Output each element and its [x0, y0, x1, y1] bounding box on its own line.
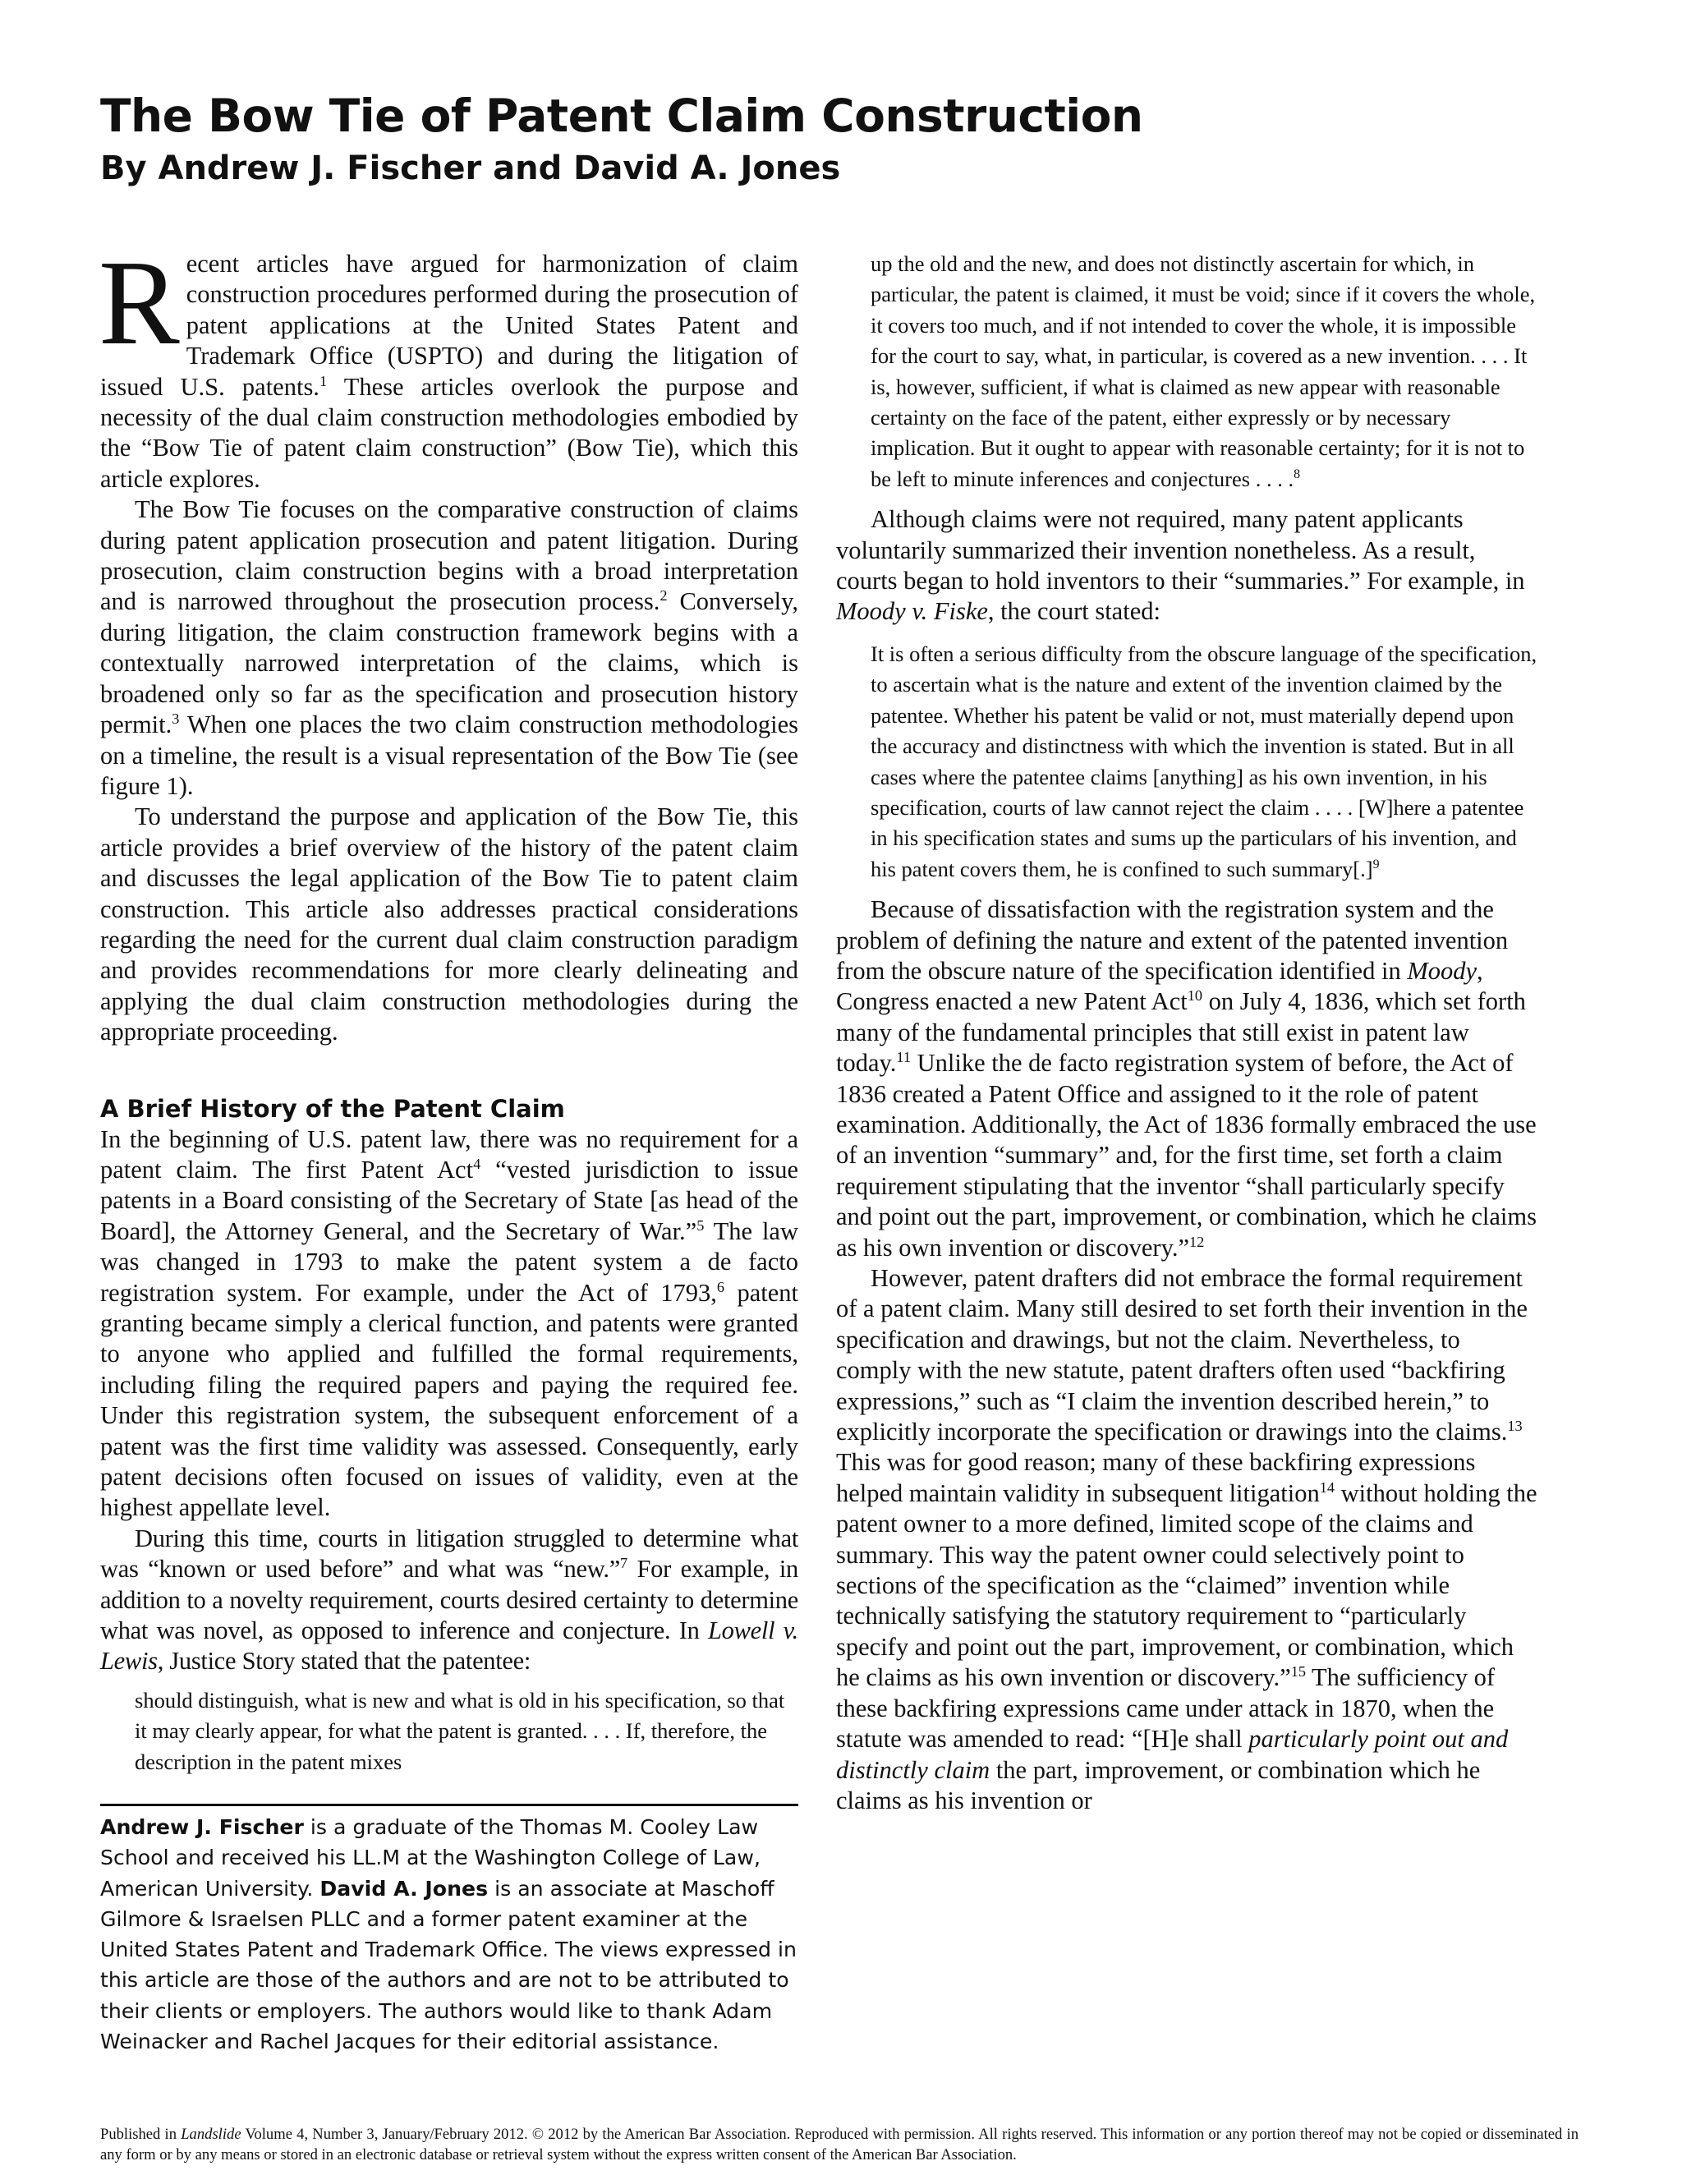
- footnote-ref: 10: [1187, 987, 1202, 1005]
- footnote-ref: 12: [1189, 1233, 1205, 1250]
- author-name: David A. Jones: [319, 1876, 489, 1901]
- emphasis-text: particularly point out and distinctly claim: [836, 1725, 1509, 1784]
- drop-cap: R: [99, 236, 180, 370]
- body-paragraph: Because of dissatisfaction with the registration system and the problem of defining the nature and extent of the patented invention from the obscure nature of the specification identified in Moody, Congress enacted a new Patent Act$^{10}$ on July 4, 1836, which set forth many of the fundamental principles that still exist in patent law today.$^{11}$ Unlike the de facto registration system of before, the Act of 1836 created a Patent Office and assigned to it the role of patent examination. Additionally, the Act of 1836 formally embraced the use of an invention “summary” and, for the first time, set forth a claim requirement stipulating that the inventor “shall particularly specify and point out the part, improvement, or combination, which he claims as his own invention or discovery.”$^{12}$: [836, 895, 1537, 1262]
- body-paragraph: In the beginning of U.S. patent law, there was no requirement for a patent claim. The first Patent Act$^4$ “vested jurisdiction to issue patents in a Board consisting of the Secretary of State [as head of the Board], the Attorney General, and the Secretary of War.”$^5$ The law was changed in 1793 to make the patent system a de facto registration system. For example, under the Act of 1793,$^6$ patent granting became simply a clerical function, and patents were granted to anyone who applied and fulfilled the formal requirements, including filing the required papers and paying the required fee. Under this registration system, the subsequent enforcement of a patent was the first time validity was assessed. Consequently, early patent decisions often focused on issues of validity, even at the highest appellate level.: [100, 1124, 798, 1522]
- case-name: Moody: [1407, 956, 1477, 985]
- block-quote: It is often a serious difficulty from the obscure language of the specification, to ascertain what is the nature and extent of the invention claimed by the patentee. Whether his patent be valid or not, must materially depend upon the accuracy and distinctness with which the invention is stated. But in all cases where the patentee claims [anything] as his own invention, in his specification, courts of law cannot reject the claim . . . . [W]here a patentee in his specification states and sums up the particulars of his invention, and his patent covers them, he is confined to such summary[.]$^9$: [871, 641, 1537, 881]
- block-quote: up the old and the new, and does not distinctly ascertain for which, in particular, the patent is claimed, it must be void; since if it covers the whole, it covers too much, and if not intended to cover the whole, it is impossible for the court to say, what, in particular, is covered as a new invention. . . . It is, however, sufficient, if what is claimed as new appear with reasonable certainty on the face of the patent, either expressly or by necessary implication. But it ought to appear with reasonable certainty; for it is not to be left to minute inferences and conjectures . . . .$^8$: [871, 251, 1536, 491]
- footnote-ref: 8: [1294, 467, 1301, 482]
- footnote-ref: 3: [172, 710, 180, 727]
- left-column: [99, 236, 798, 1787]
- case-name: Moody v. Fiske: [836, 597, 988, 626]
- footnote-ref: 5: [696, 1216, 705, 1234]
- intro-paragraph: Recent articles have argued for harmonization of claim construction procedures performed during the prosecution of patent applications at the United States Patent and Trademark Office (USPTO) and during the litigation of issued U.S. patents.$^1$ These articles overlook the purpose and necessity of the dual claim construction methodologies embodied by the “Bow Tie of patent claim construction” (Bow Tie), which this article explores.: [99, 236, 798, 493]
- body-paragraph: To understand the purpose and application of the Bow Tie, this article provides a brief overview of the history of the patent claim and discusses the legal application of the Bow Tie to patent claim construction. This article also addresses practical considerations regarding the need for the current dual claim construction paradigm and provides recommendations for more clearly delineating and applying the dual claim construction methodologies during the appropriate proceeding.: [100, 802, 798, 1046]
- body-paragraph: The Bow Tie focuses on the comparative construction of claims during patent application prosecution and patent litigation. During prosecution, claim construction begins with a broad interpretation and is narrowed throughout the prosecution process.$^2$ Conversely, during litigation, the claim construction framework begins with a contextually narrowed interpretation of the claims, which is broadened only so far as the specification and prosecution history permit.$^3$ When one places the two claim construction methodologies on a timeline, the result is a visual representation of the Bow Tie (see figure 1).: [100, 495, 798, 800]
- section-heading: A Brief History of the Patent Claim: [100, 1094, 565, 1123]
- footnote-ref: 2: [659, 587, 668, 605]
- article-byline: By Andrew J. Fischer and David A. Jones: [100, 149, 841, 187]
- article-title: The Bow Tie of Patent Claim Construction: [100, 90, 1143, 142]
- block-quote: should distinguish, what is new and what is old in his specification, so that it may clearly appear, for what the patent is granted. . . . If, therefore, the description in the patent mixes: [135, 1687, 785, 1774]
- footnote-ref: 15: [1290, 1663, 1306, 1681]
- author-name: Andrew J. Fischer: [100, 1815, 304, 1839]
- author-bio: Andrew J. Fischer is a graduate of the Thomas M. Cooley Law School and received his LL.M at the Washington College of Law, American University. David A. Jones is an associate at Maschoff Gilmore & Israelsen PLLC and a former patent examiner at the United States Patent and Trademark Office. The views expressed in this article are those of the authors and are not to be attributed to their clients or employers. The authors would like to thank Adam Weinacker and Rachel Jacques for their editorial assistance.: [100, 1815, 797, 2054]
- footnote-ref: 1: [319, 372, 328, 389]
- footnote-ref: 6: [716, 1278, 725, 1295]
- footnote-ref: 11: [896, 1049, 912, 1065]
- footnote-ref: 13: [1507, 1417, 1523, 1434]
- footnote-ref: 9: [1372, 857, 1380, 871]
- footnote-ref: 4: [473, 1155, 481, 1172]
- bio-divider: [100, 1804, 798, 1806]
- publication-name: Landslide: [181, 2126, 241, 2143]
- copyright-footer: Published in Landslide Volume 4, Number 3, January/February 2012. © 2012 by the American Bar Association. Reproduced with permission. All rights reserved. This information or any portion thereof may not be copied or disseminated in any form or by any means or stored in an electronic database or retrieval system without the express written consent of the American Bar Association.: [100, 2126, 1579, 2163]
- case-name: Lowell v. Lewis: [100, 1616, 798, 1676]
- body-paragraph: During this time, courts in litigation struggled to determine what was “known or used before” and what was “new.”$^7$ For example, in addition to a novelty requirement, courts desired certainty to determine what was novel, as opposed to inference and conjecture. In Lowell v. Lewis, Justice Story stated that the patentee:: [100, 1524, 798, 1676]
- body-paragraph: Although claims were not required, many patent applicants voluntarily summarized their invention nonetheless. As a result, courts began to hold inventors to their “summaries.” For example, in Moody v. Fiske, the court stated:: [836, 505, 1525, 626]
- footnote-ref: 7: [620, 1555, 627, 1572]
- footnote-ref: 14: [1319, 1478, 1335, 1496]
- body-paragraph: However, patent drafters did not embrace the formal requirement of a patent claim. Many still desired to set forth their invention in the specification and drawings, but not the claim. Nevertheless, to comply with the new statute, patent drafters often used “backfiring expressions,” such as “I claim the invention described herein,” to explicitly incorporate the specification or drawings into the claims.$^{13}$ This was for good reason; many of these backfiring expressions helped maintain validity in subsequent litigation$^{14}$ without holding the patent owner to a more defined, limited scope of the claims and summary. This way the patent owner could selectively point to sections of the specification as the “claimed” invention while technically satisfying the statutory requirement to “particularly specify and point out the part, improvement, or combination, which he claims as his own invention or discovery.”$^{15}$ The sufficiency of these backfiring expressions came under attack in 1870, when the statute was amended to read: “[H]e shall particularly point out and distinctly claim the part, improvement, or combination which he claims as his invention or: [836, 1264, 1537, 1814]
- right-column: [836, 249, 1538, 1816]
